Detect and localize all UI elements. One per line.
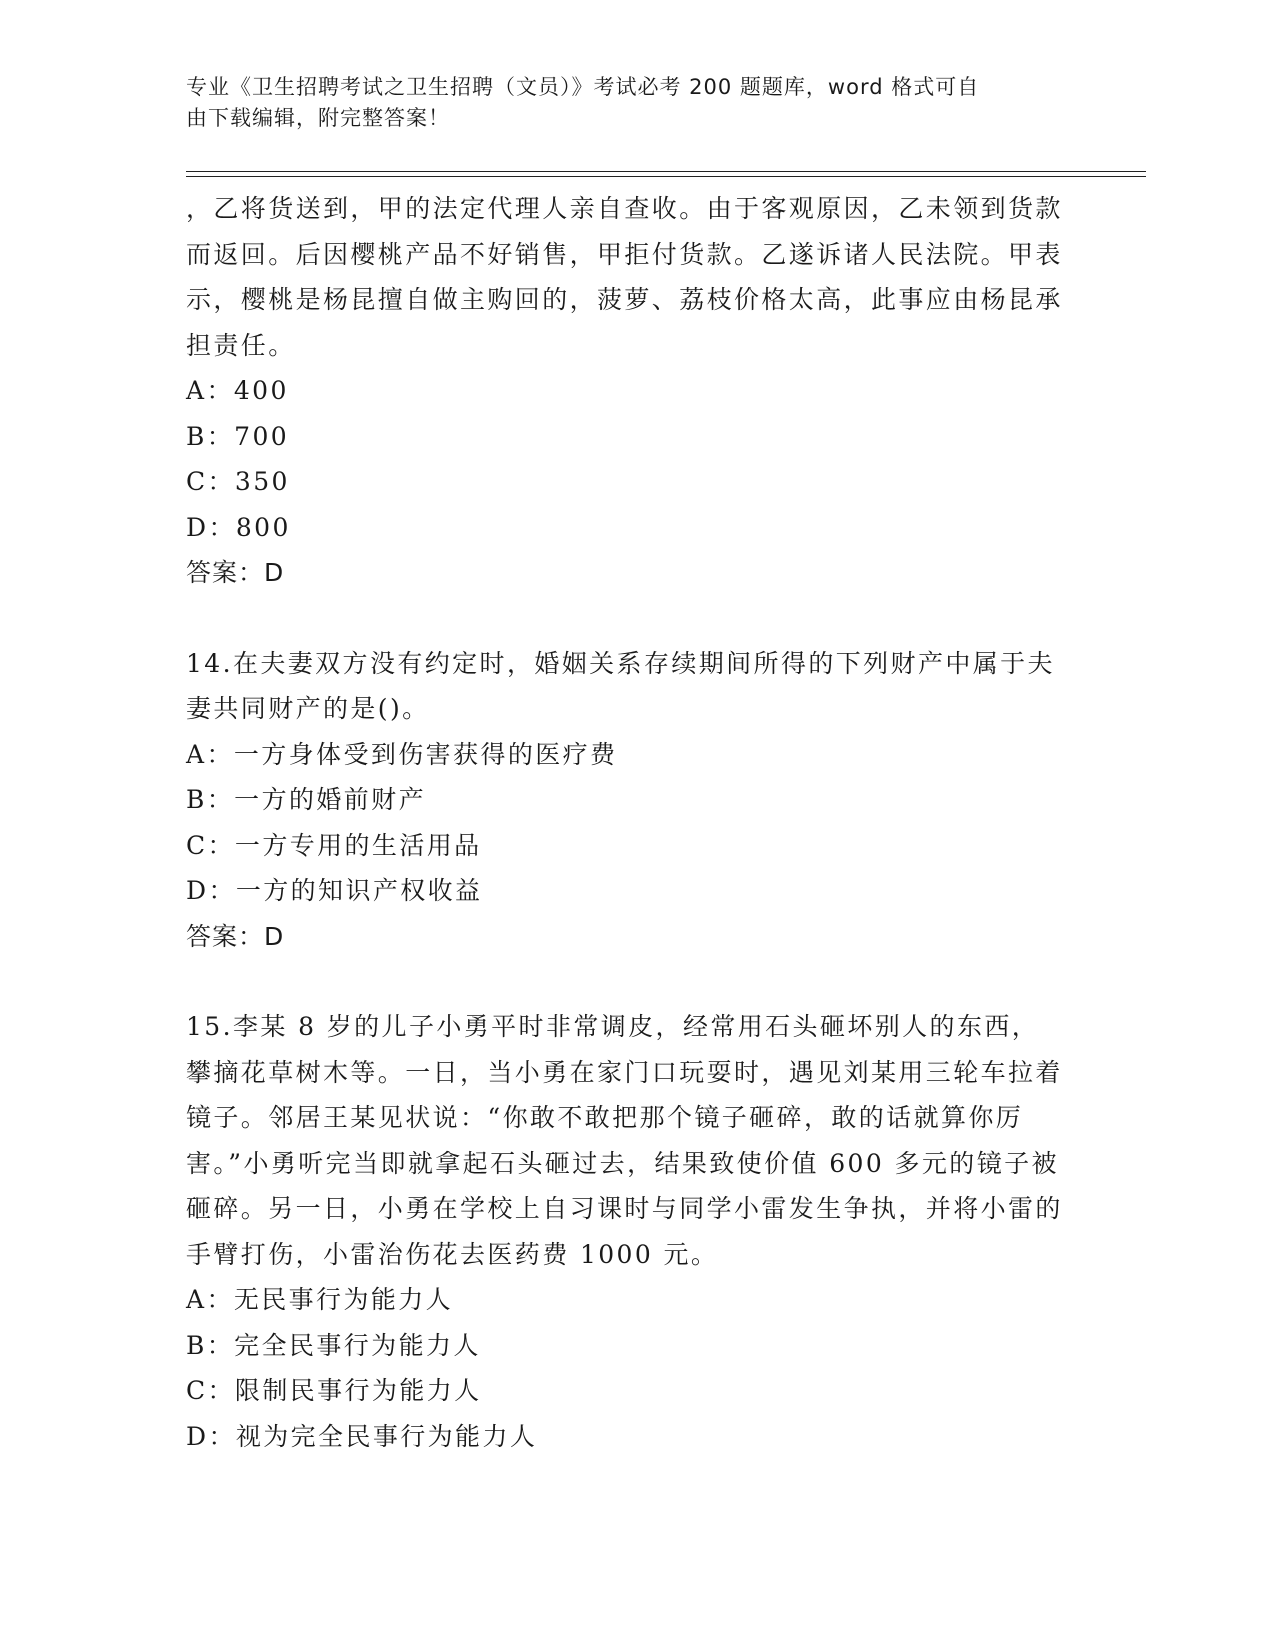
question-13-option-b: B：700 [186, 421, 290, 451]
document-body [186, 186, 1066, 1459]
header-line-2: 由下载编辑，附完整答案！ [186, 106, 450, 130]
header-line-1: 专业《卫生招聘考试之卫生招聘（文员）》考试必考 200 题题库，word 格式可自 [186, 75, 980, 99]
question-15-option-a: A：无民事行为能力人 [186, 1285, 454, 1314]
question-15-option-b: B：完全民事行为能力人 [186, 1330, 481, 1360]
question-14-option-c: C：一方专用的生活用品 [186, 830, 482, 860]
question-13-option-a: A：400 [186, 376, 289, 405]
question-13 [186, 186, 1066, 596]
question-15-option-d: D：视为完全民事行为能力人 [186, 1421, 538, 1451]
question-14 [186, 641, 1066, 960]
question-14-answer: 答案：D [186, 921, 285, 951]
question-14-option-d: D：一方的知识产权收益 [186, 876, 483, 905]
page-header [186, 72, 1066, 134]
question-13-text: ，乙将货送到，甲的法定代理人亲自查收。由于客观原因，乙未领到货款而返回。后因樱桃产品不好销售，甲拒付货款。乙遂诉诸人民法院。甲表示，樱桃是杨昆擅自做主购回的，菠萝、荔枝价格太高，此事应由杨昆承担责任。 [186, 194, 1063, 360]
question-13-answer: 答案：D [186, 558, 285, 587]
header-rule-top [186, 171, 1146, 172]
question-14-option-a: A：一方身体受到伤害获得的医疗费 [186, 739, 618, 769]
question-14-text: 14.在夫妻双方没有约定时，婚姻关系存续期间所得的下列财产中属于夫妻共同财产的是()。 [186, 648, 1055, 723]
question-spacer [186, 959, 1066, 1004]
question-13-option-c: C：350 [186, 467, 290, 496]
question-15 [186, 1004, 1066, 1459]
question-15-text: 15.李某 8 岁的儿子小勇平时非常调皮，经常用石头砸坏别人的东西，攀摘花草树木等。一日，当小勇在家门口玩耍时，遇见刘某用三轮车拉着镜子。邻居王某见状说：“你敢不敢把那个镜子砸碎，敢的话就算你厉害。”小勇听完当即就拿起石头砸过去，结果致使价值 600 多元的镜子被砸碎。另一日，小勇在学校上自习课时与同学小雷发生争执，并将小雷的手臂打伤，小雷治伤花去医药费 1000 元。 [186, 1012, 1063, 1269]
header-rule-bottom [186, 176, 1146, 177]
question-13-option-d: D：800 [186, 512, 291, 542]
question-15-option-c: C：限制民事行为能力人 [186, 1376, 482, 1405]
question-spacer [186, 596, 1066, 641]
question-14-option-b: B：一方的婚前财产 [186, 785, 426, 814]
